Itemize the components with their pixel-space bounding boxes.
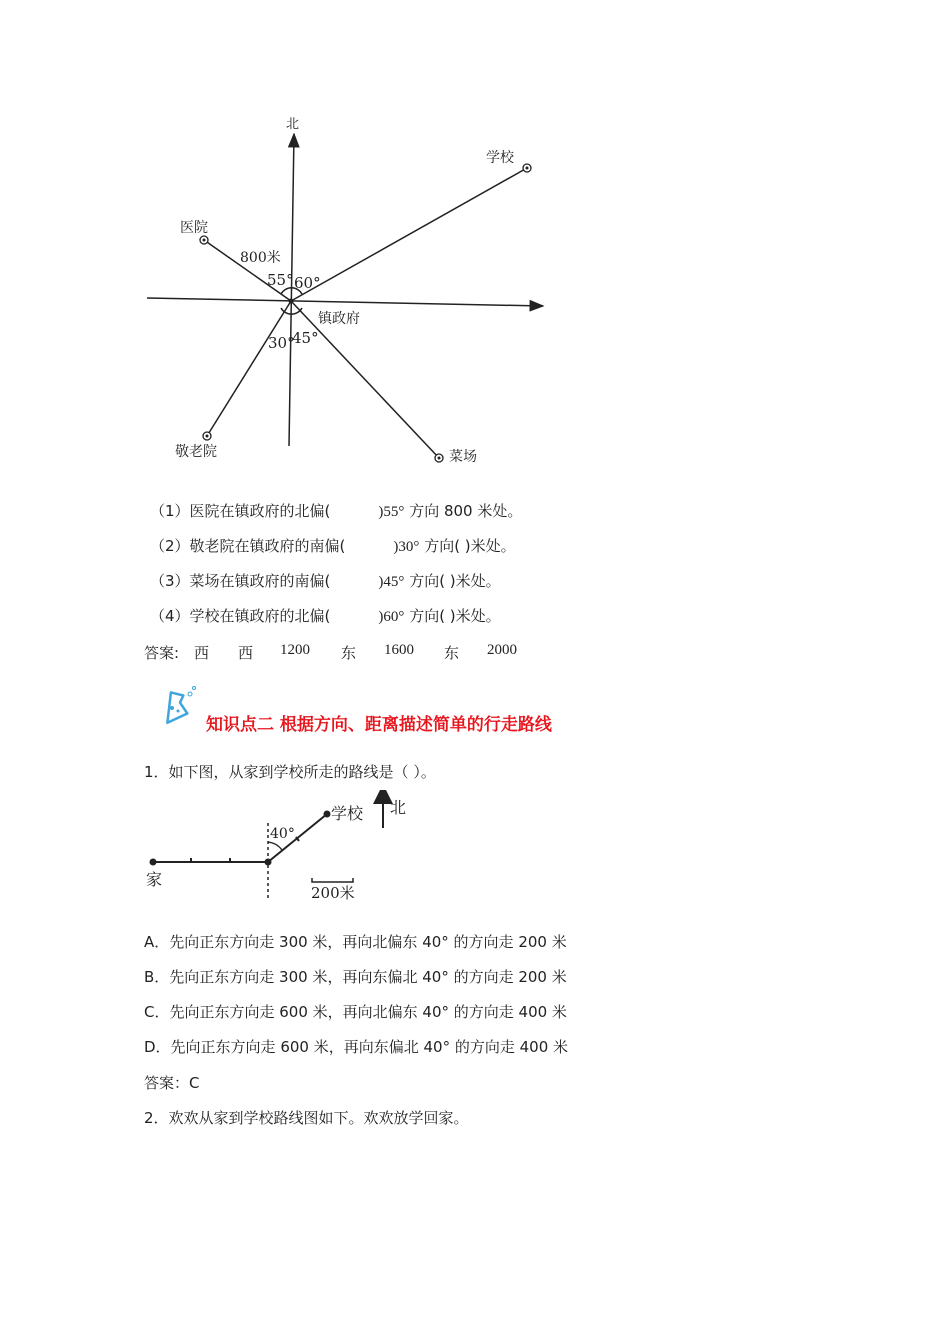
route-figure — [0, 790, 450, 910]
elderly-home-label: 敬老院 — [175, 444, 217, 460]
question-line: （1）医院在镇政府的北偏( )55° 方向 800 米处。 — [150, 502, 523, 520]
north-label: 北 — [286, 117, 300, 132]
answer-line: 答案：C — [144, 1074, 200, 1092]
option-a: A．先向正东方向走 300 米，再向北偏东 40° 的方向走 200 米 — [144, 933, 567, 951]
center-label: 镇政府 — [318, 311, 360, 327]
angle-label: 45° — [292, 329, 319, 347]
north-label: 北 — [390, 798, 407, 817]
angle-label: 40° — [270, 826, 295, 842]
angle-label: 60° — [294, 274, 321, 292]
question-line: （4）学校在镇政府的北偏( )60° 方向( )米处。 — [150, 607, 501, 625]
school-label: 学校 — [486, 150, 514, 166]
question-prompt: 1．如下图，从家到学校所走的路线是（ ）。 — [144, 763, 436, 781]
option-d: D．先向正东方向走 600 米，再向东偏北 40° 的方向走 400 米 — [144, 1038, 569, 1056]
angle-label: 30° — [268, 334, 295, 352]
angle-label: 55° — [267, 271, 294, 289]
question-line: （2）敬老院在镇政府的南偏( )30° 方向( )米处。 — [150, 537, 516, 555]
route-school — [291, 168, 527, 301]
hospital-label: 医院 — [180, 220, 208, 236]
option-b: B．先向正东方向走 300 米，再向东偏北 40° 的方向走 200 米 — [144, 968, 567, 986]
question-prompt: 2．欢欢从家到学校路线图如下。欢欢放学回家。 — [144, 1109, 469, 1127]
direction-map-figure — [0, 0, 950, 480]
east-axis — [147, 298, 543, 306]
route-elderly-home — [207, 301, 291, 436]
section-title: 知识点二 根据方向、距离描述简单的行走路线 — [206, 715, 552, 735]
distance-label: 800米 — [240, 250, 281, 266]
flask-icon — [155, 684, 199, 726]
home-label: 家 — [146, 870, 163, 889]
school-label: 学校 — [331, 804, 364, 823]
market-label: 菜场 — [449, 449, 477, 465]
scale-bar — [312, 878, 353, 882]
scale-label: 200米 — [311, 884, 355, 902]
option-c: C．先向正东方向走 600 米，再向北偏东 40° 的方向走 400 米 — [144, 1003, 567, 1021]
question-line: （3）菜场在镇政府的南偏( )45° 方向( )米处。 — [150, 572, 501, 590]
route-market — [291, 301, 439, 458]
answer-line: 答案: 西 西 1200 东 1600 东 2000 — [144, 642, 517, 662]
